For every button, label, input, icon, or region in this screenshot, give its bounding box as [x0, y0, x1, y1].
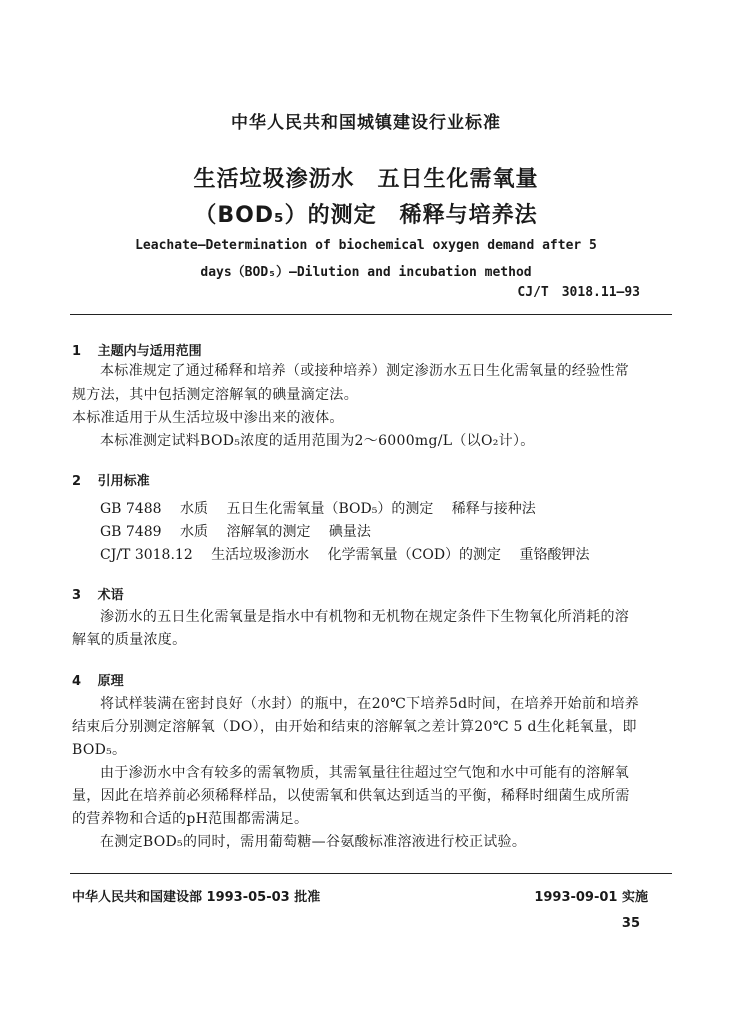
- section-2-title: 引用标准: [97, 474, 150, 489]
- reference-method: 碘量法: [328, 524, 371, 540]
- s3-p1-line2: 解氧的质量浓度。: [72, 632, 187, 648]
- footer-rule: [70, 873, 672, 874]
- section-3-title: 术语: [97, 588, 124, 603]
- s4-p1-line3: BOD₅。: [72, 742, 127, 758]
- reference-method: 稀释与接种法: [451, 501, 536, 517]
- section-3-number: 3: [72, 588, 82, 603]
- reference-category: 水质: [180, 501, 209, 517]
- reference-code: GB 7488: [100, 501, 162, 517]
- section-3-heading: [72, 584, 124, 603]
- page-number: 35: [621, 916, 640, 931]
- s1-p1-line1: 本标准规定了通过稀释和培养（或接种培养）测定渗沥水五日生化需氧量的经验性常: [100, 363, 630, 379]
- section-1-heading: [72, 340, 202, 359]
- implementation-date: 1993-09-01 实施: [534, 890, 648, 905]
- s4-p1-line1: 将试样装满在密封良好（水封）的瓶中，在20℃下培养5d时间，在培养开始前和培养: [100, 696, 640, 712]
- reference-category: 水质: [180, 524, 209, 540]
- reference-title: 溶解氧的测定: [226, 524, 311, 540]
- reference-title: 五日生化需氧量（BOD₅）的测定: [226, 501, 434, 517]
- reference-row: [100, 544, 604, 564]
- reference-method: 重铬酸钾法: [519, 547, 590, 563]
- approval-line: 中华人民共和国建设部 1993-05-03 批准: [72, 890, 321, 905]
- doc-title-line1: 生活垃圾渗沥水 五日生化需氧量: [193, 167, 539, 192]
- s4-p2-line2: 量，因此在培养前必须稀释样品，以使需氧和供氧达到适当的平衡，稀释时细菌生成所需: [72, 788, 630, 804]
- org-title: 中华人民共和国城镇建设行业标准: [231, 113, 501, 133]
- doc-title-line2: （BOD₅）的测定 稀释与培养法: [194, 203, 538, 228]
- english-title-line2: days（BOD₅）—Dilution and incubation method: [200, 265, 532, 280]
- section-4-number: 4: [72, 674, 82, 689]
- s1-p3: 本标准测定试料BOD₅浓度的适用范围为2～6000mg/L（以O₂计）。: [100, 433, 535, 449]
- header-rule: [70, 314, 672, 315]
- reference-title: 化学需氧量（COD）的测定: [327, 547, 502, 563]
- section-2-heading: [72, 470, 150, 489]
- s1-p1-line2: 规方法，其中包括测定溶解氧的碘量滴定法。: [72, 387, 358, 403]
- section-2-number: 2: [72, 474, 82, 489]
- s1-p2: 本标准适用于从生活垃圾中渗出来的液体。: [72, 410, 344, 426]
- s4-p2-line1: 由于渗沥水中含有较多的需氧物质，其需氧量往往超过空气饱和水中可能有的溶解氧: [100, 765, 630, 781]
- s4-p3: 在测定BOD₅的同时，需用葡萄糖—谷氨酸标准溶液进行校正试验。: [100, 834, 527, 850]
- section-4-heading: [72, 670, 124, 689]
- s3-p1-line1: 渗沥水的五日生化需氧量是指水中有机物和无机物在规定条件下生物氧化所消耗的溶: [100, 609, 630, 625]
- section-1-number: 1: [72, 344, 82, 359]
- reference-row: [100, 521, 385, 541]
- s4-p1-line2: 结束后分别测定溶解氧（DO），由开始和结束的溶解氧之差计算20℃ 5 d生化耗氧量，即: [72, 719, 637, 735]
- reference-row: [100, 498, 550, 518]
- standard-number: CJ/T 3018.11—93: [517, 285, 640, 300]
- reference-category: 生活垃圾渗沥水: [211, 547, 310, 563]
- section-1-title: 主题内与适用范围: [97, 344, 202, 359]
- english-title-line1: Leachate—Determination of biochemical oxygen demand after 5: [135, 238, 597, 253]
- s4-p2-line3: 的营养物和合适的pH范围都需满足。: [72, 811, 309, 827]
- reference-code: GB 7489: [100, 524, 162, 540]
- reference-code: CJ/T 3018.12: [100, 547, 193, 563]
- section-4-title: 原理: [97, 674, 124, 689]
